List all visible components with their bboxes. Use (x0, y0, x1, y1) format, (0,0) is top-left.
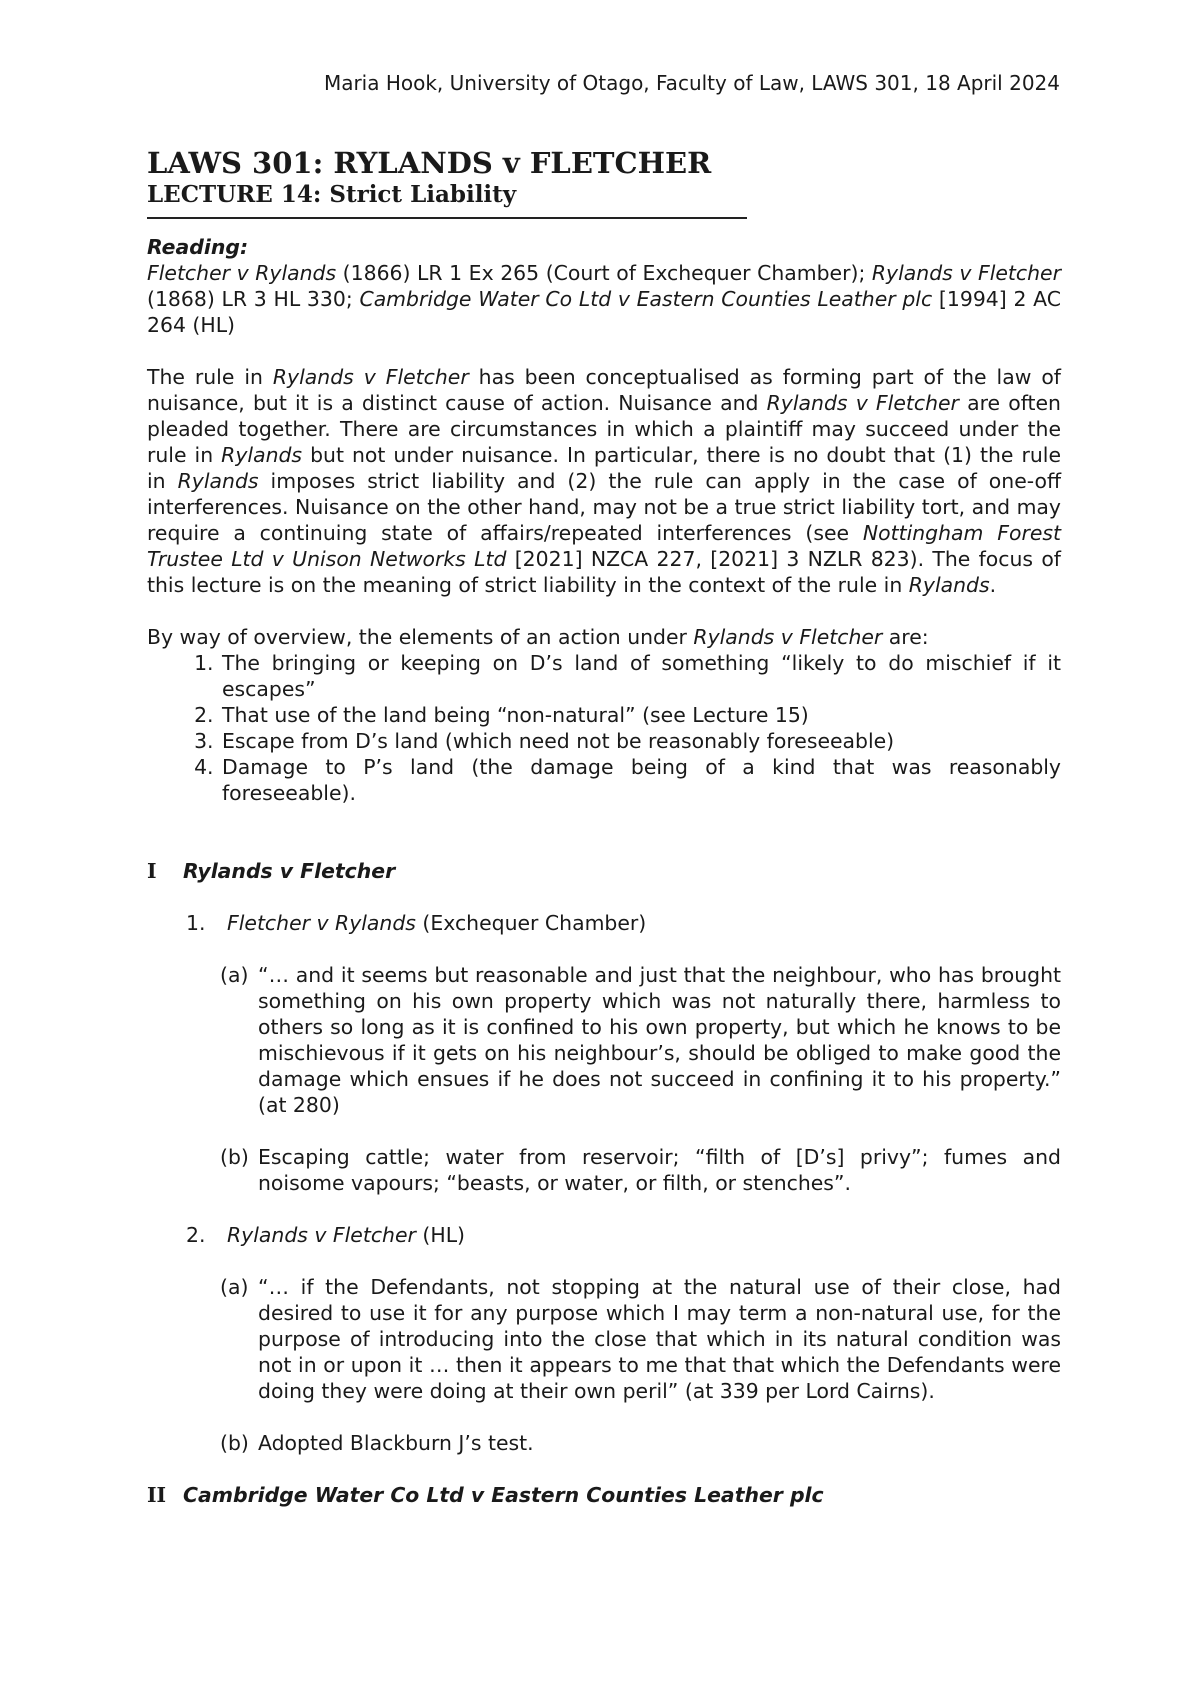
sub-label: (a) (220, 1275, 249, 1299)
sub-point-1b (220, 1144, 1061, 1196)
intro-case: Rylands v Fletcher (766, 391, 959, 415)
reading-case-2: Rylands v Fletcher (871, 261, 1061, 285)
sub-label: (a) (220, 963, 249, 987)
intro-text: . (989, 573, 997, 597)
case-number: 1. (186, 911, 206, 935)
point-text: Escaping cattle; water from reservoir; “filth of [D’s] privy”; fumes and noisome vapours; “beasts, or water, or filth, or stenches”. (258, 1145, 1061, 1195)
list-item: 3. Escape from D’s land (which need not be reasonably foreseeable) (220, 728, 1061, 754)
section-number: II (147, 1483, 167, 1507)
list-item: 2. That use of the land being “non-natural” (see Lecture 15) (220, 702, 1061, 728)
sub-point-1a (220, 962, 1061, 1118)
intro-text: imposes strict liability and (2) the rule can apply in the case of one-off interferences. Nuisance on the other hand, may not be a true strict liability tort, and may require a continuing state of affairs/repeated interferences (see (147, 469, 1062, 545)
case-heading-2 (186, 1222, 1061, 1248)
intro-text: are often pleaded together. There are circumstances in which a plaintiff may succeed under the rule in (147, 391, 1061, 467)
reading-case-3: Cambridge Water Co Ltd v Eastern Counties Leather plc (359, 287, 933, 311)
reading-cite-2: (1868) LR 3 HL 330; (147, 287, 360, 311)
intro-text: has been conceptualised as forming part of the law of nuisance, but it is a distinct cause of action. Nuisance and (147, 365, 1061, 415)
title-divider (147, 217, 747, 219)
sub-point-2a (220, 1274, 1061, 1404)
quote-text: “… and it seems but reasonable and just that the neighbour, who has brought something on his own property which was not naturally there, harmless to others so long as it is confined to his own property, but which he knows to be mischievous if it gets on his neighbour’s, should be obliged to make good the damage which ensues if he does not succeed in confining it to his property.” (at 280) (258, 963, 1061, 1117)
reading-label: Reading: (147, 235, 249, 259)
intro-paragraph (147, 364, 1061, 598)
case-court: (HL) (415, 1223, 466, 1247)
intro-case: Rylands (908, 573, 990, 597)
section-heading-2 (147, 1482, 1061, 1508)
sub-label: (b) (220, 1431, 249, 1455)
intro-case: Rylands (177, 469, 259, 493)
sub-point-2b (220, 1430, 1061, 1456)
section-heading-1 (147, 858, 1061, 884)
document-title: LAWS 301: RYLANDS v FLETCHER (147, 146, 712, 180)
elements-list (147, 650, 1061, 806)
case-title (227, 910, 646, 936)
reading-list (147, 260, 1061, 338)
list-item: 1. The bringing or keeping on D’s land of something “likely to do mischief if it escapes” (220, 650, 1061, 702)
sub-label: (b) (220, 1145, 249, 1169)
section-title: Rylands v Fletcher (183, 859, 396, 883)
overview-text: are: (882, 625, 929, 649)
document-body (147, 234, 1061, 1508)
intro-case: Nottingham Forest Trustee Ltd v Unison Networks Ltd (147, 521, 1061, 571)
case-title (227, 1222, 465, 1248)
reading-cite-3: [1994] 2 AC 264 (HL) (147, 287, 1061, 337)
reading-case-1: Fletcher v Rylands (147, 261, 337, 285)
case-name: Rylands v Fletcher (227, 1223, 416, 1247)
intro-text: [2021] NZCA 227, [2021] 3 NZLR 823). The focus of this lecture is on the meaning of strict liability in the context of the rule in (147, 547, 1061, 597)
overview-text: By way of overview, the elements of an action under (147, 625, 694, 649)
intro-text: The rule in (147, 365, 273, 389)
case-heading-1 (186, 910, 1061, 936)
case-name: Fletcher v Rylands (227, 911, 416, 935)
lecture-subtitle: LECTURE 14: Strict Liability (147, 181, 517, 208)
quote-text: “… if the Defendants, not stopping at the natural use of their close, had desired to use it for any purpose which I may term a non-natural use, for the purpose of introducing into the close that which in its natural condition was not in or upon it … then it appears to me that that which the Defendants were doing they were doing at their own peril” (at 339 per Lord Cairns). (258, 1275, 1061, 1403)
case-number: 2. (186, 1223, 206, 1247)
section-title: Cambridge Water Co Ltd v Eastern Counties Leather plc (183, 1483, 824, 1507)
reading-cite-1: (1866) LR 1 Ex 265 (Court of Exchequer Chamber); (336, 261, 872, 285)
intro-case: Rylands (221, 443, 303, 467)
section-number: I (147, 859, 157, 883)
header-attribution: Maria Hook, University of Otago, Faculty of Law, LAWS 301, 18 April 2024 (323, 71, 1060, 95)
list-item: 4. Damage to P’s land (the damage being of a kind that was reasonably foreseeable). (220, 754, 1061, 806)
overview-case: Rylands v Fletcher (693, 625, 883, 649)
overview-intro (147, 624, 1061, 650)
case-court: (Exchequer Chamber) (415, 911, 647, 935)
intro-case: Rylands v Fletcher (272, 365, 469, 389)
point-text: Adopted Blackburn J’s test. (258, 1431, 534, 1455)
intro-text: but not under nuisance. In particular, there is no doubt that (1) the rule in (147, 443, 1061, 493)
